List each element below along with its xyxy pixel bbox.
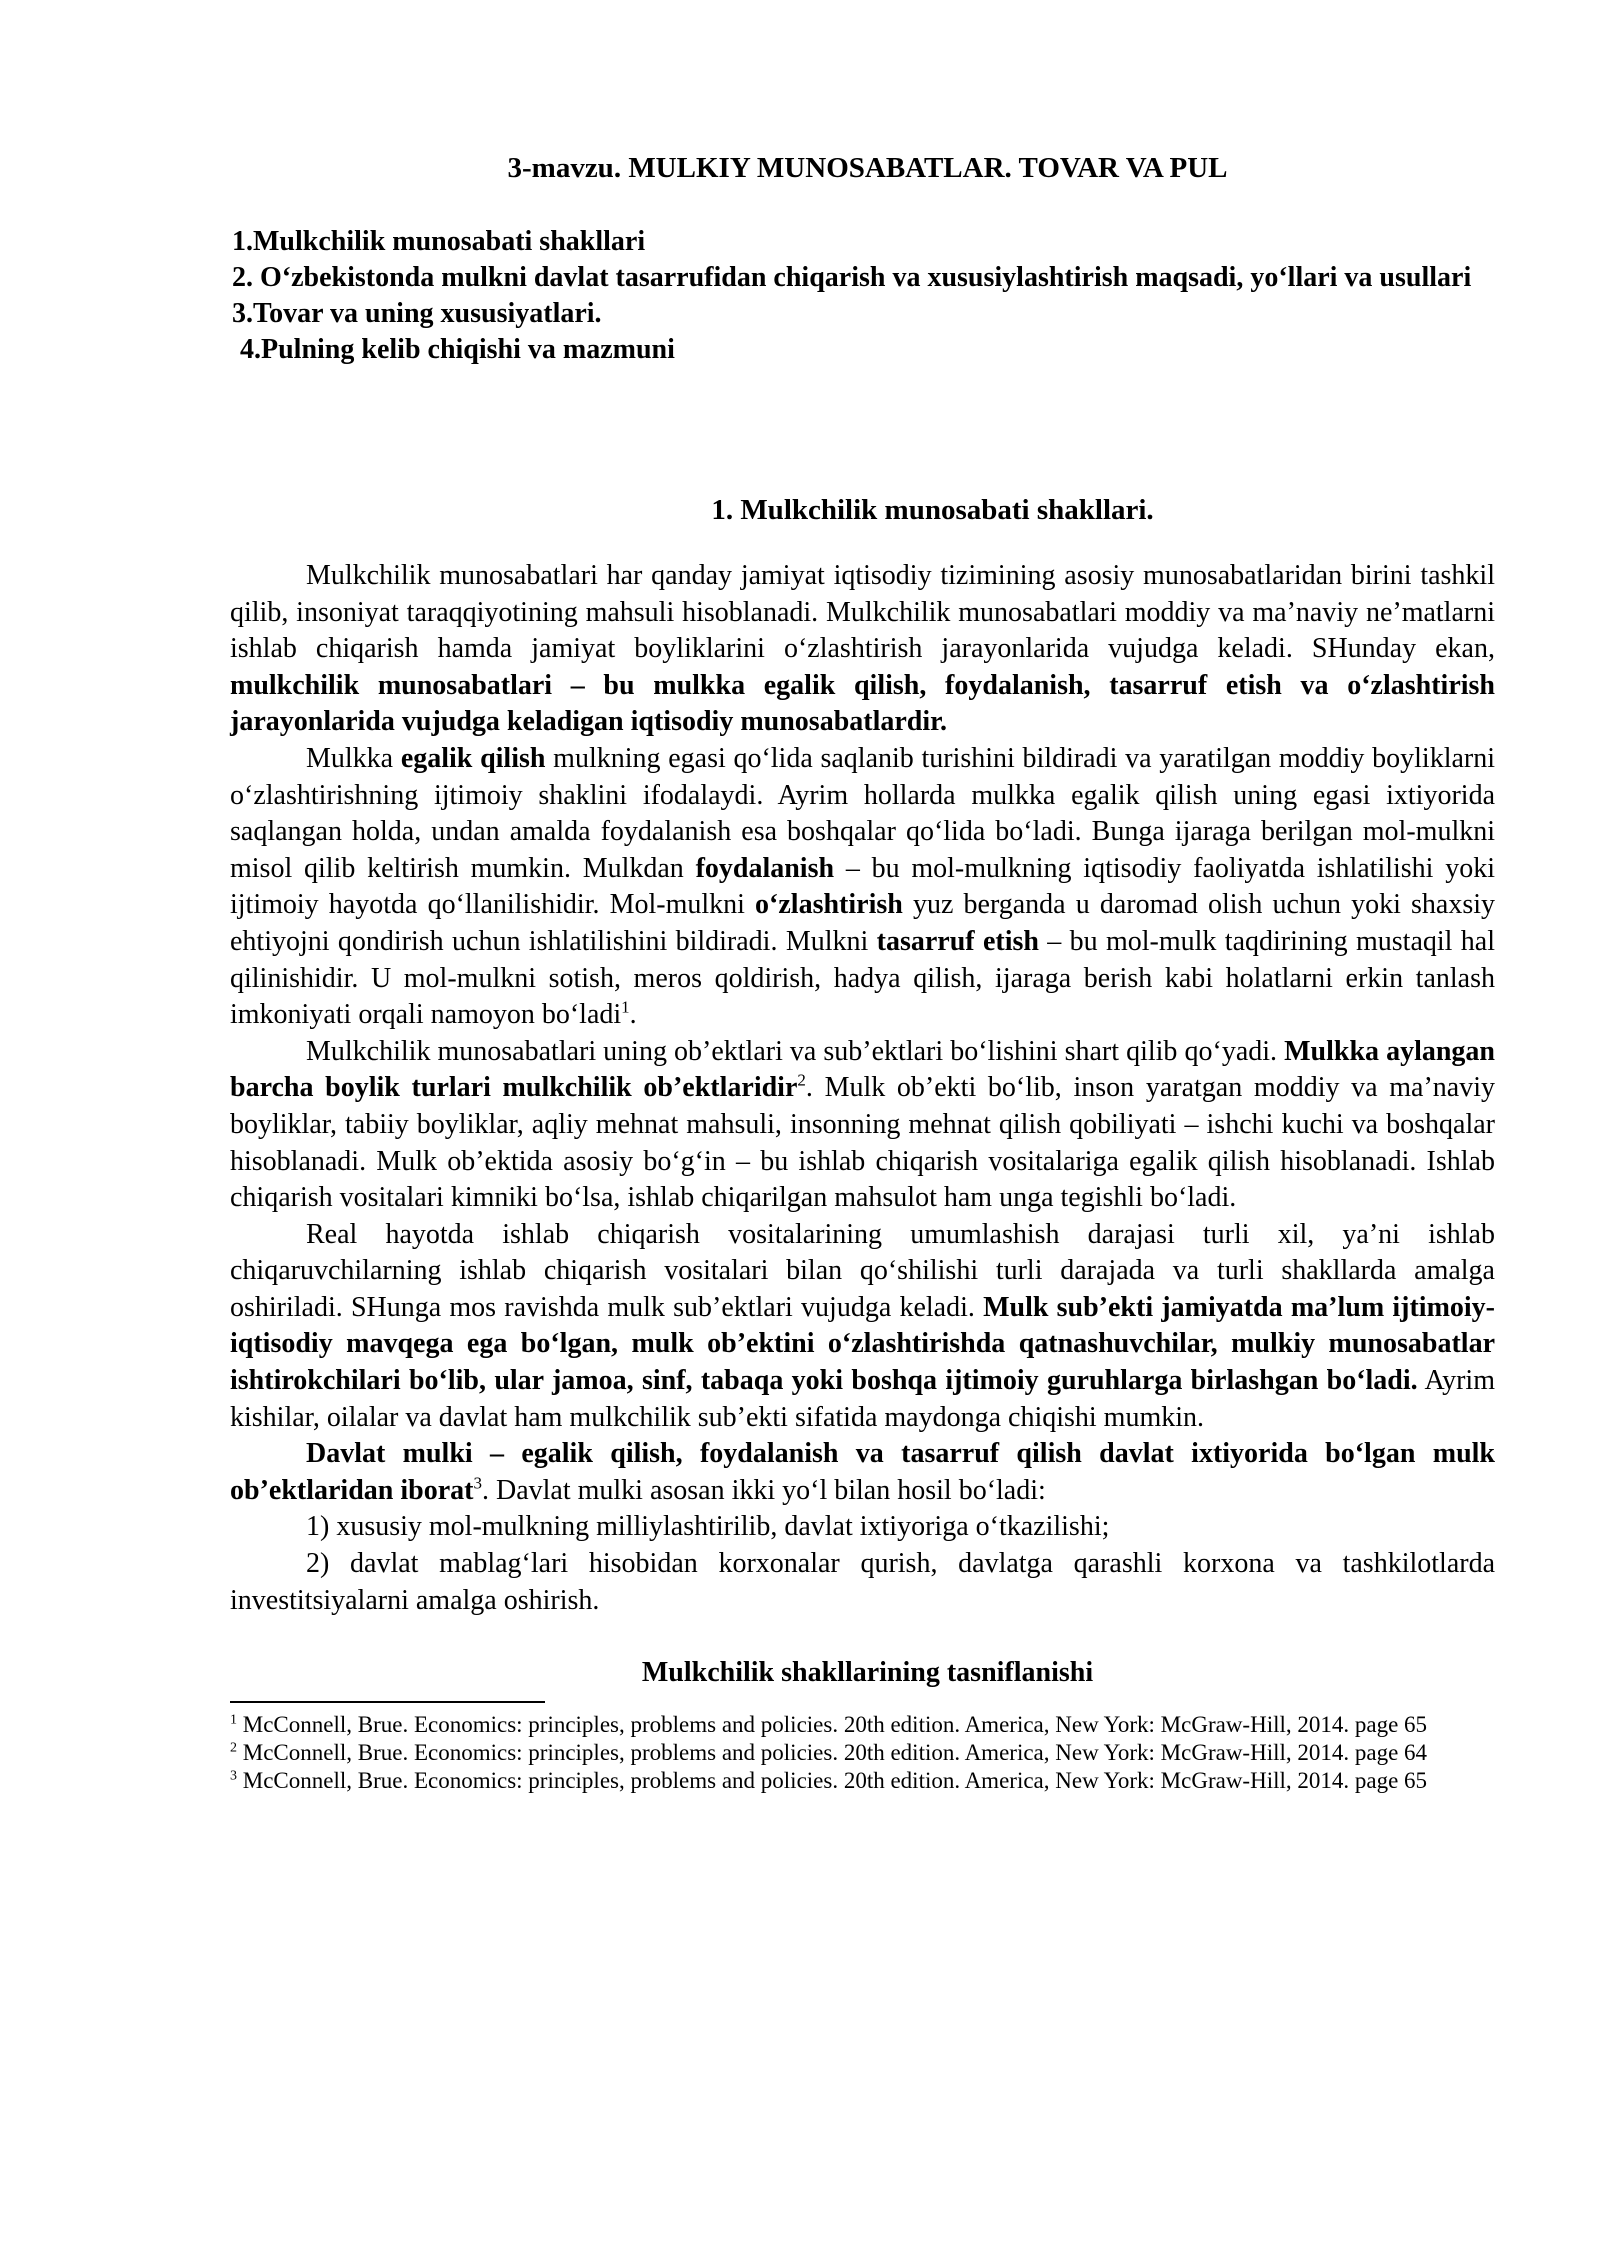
table-title: Mulkchilik shakllarining tasniflanishi (641, 1657, 1094, 1689)
text-run: – bu mol-mulk taqdirining mustaqil hal qilinishidir. U mol-mulkni sotish, meros qoldirish, hadya qilish, ijaraga berish kabi holatlarni erkin tanlash imkoniyati orqali namoyon bo‘ladi (230, 925, 1495, 1031)
footnote-ref[interactable]: 3 (473, 1473, 482, 1493)
footnote (230, 1739, 1495, 1767)
paragraph (230, 1217, 1495, 1437)
document-title: 3-mavzu. MULKIY MUNOSABATLAR. TOVAR VA PUL (507, 152, 1228, 184)
section-title: 1. Mulkchilik munosabati shakllari. (711, 494, 1154, 526)
paragraph: 1) xususiy mol-mulkning milliylashtirilib, davlat ixtiyoriga o‘tkazilishi; (306, 1511, 1110, 1543)
footnote-divider (230, 1701, 545, 1703)
text-run: . (629, 999, 637, 1031)
bold-definition: mulkchilik munosabatlari – bu mulkka egalik qilish, foydalanish, tasarruf etish va o‘zlashtirish jarayonlarida vujudga keladigan iqtisodiy munosabatlardir. (230, 669, 1495, 738)
bold-definition: Davlat mulki – egalik qilish, foydalanish va tasarruf qilish davlat ixtiyorida bo‘lgan mulk ob’ektlaridan iborat (230, 1438, 1495, 1506)
text-run: Mulkchilik munosabatlari har qanday jamiyat iqtisodiy tizimining asosiy munosabatlaridan birini tashkil qilib, insoniyat taraqqiyotining mahsuli hisoblanadi. Mulkchilik munosabatlari moddiy va ma’naviy ne’matlarni ishlab chiqarish hamda jamiyat boyliklarini o‘zlashtirish jarayonlarida vujudga keladi. SHunday ekan, (230, 560, 1495, 665)
footnote-text: McConnell, Brue. Economics: principles, problems and policies. 20th edition. America, New York: McGraw-Hill, 2014. page 65 (237, 1712, 1428, 1738)
text-run: Mulkchilik munosabatlari uning ob’ektlari va sub’ektlari bo‘lishini shart qilib qo‘yadi. (306, 1035, 1285, 1067)
text-run: Mulkka (306, 742, 401, 774)
footnote-ref[interactable]: 2 (797, 1070, 806, 1090)
paragraph (230, 741, 1495, 1034)
bold-term: egalik qilish (400, 742, 546, 774)
bold-definition: Mulkka aylangan barcha boylik turlari mulkchilik ob’ektlaridir (230, 1035, 1496, 1104)
footnotes (230, 1711, 1495, 1795)
footnote (230, 1767, 1495, 1795)
footnote-ref[interactable]: 1 (621, 997, 630, 1017)
document-page (230, 150, 1495, 1795)
bold-term: o‘zlashtirish (755, 889, 903, 921)
text-run: . Mulk ob’ekti bo‘lib, inson yaratgan moddiy va ma’naviy boyliklar, tabiiy boyliklar, aqliy mehnat mahsuli, insonning mehnat qilish qobiliyati – ishchi kuchi va boshqalar hisoblanadi. Mulk ob’ektida asosiy bo‘g‘in – bu ishlab chiqarish vositalariga egalik qilish hisoblanadi. Ishlab chiqarish vositalari kimniki bo‘lsa, ishlab chiqarilgan mahsulot ham unga tegishli bo‘ladi. (230, 1072, 1496, 1214)
paragraph (230, 558, 1495, 741)
paragraph (230, 1034, 1495, 1217)
text-run: yuz berganda u daromad olish uchun yoki shaxsiy ehtiyojni qondirish uchun ishlatilishini bildiradi. Mulkni (230, 889, 1495, 957)
footnote-text: McConnell, Brue. Economics: principles, problems and policies. 20th edition. America, New York: McGraw-Hill, 2014. page 65 (237, 1768, 1428, 1794)
bold-definition: Mulk sub’ekti jamiyatda ma’lum ijtimoiy-iqtisodiy mavqega ega bo‘lgan, mulk ob’ektini o‘zlashtirishda qatnashuvchilar, mulkiy munosabatlar ishtirokchilari bo‘lib, ular jamoa, sinf, tabaqa yoki boshqa ijtimoiy guruhlarga birlashgan bo‘ladi. (230, 1291, 1495, 1397)
paragraph (230, 1436, 1495, 1509)
topic-plan (230, 224, 1495, 368)
plan-item: 4.Pulning kelib chiqishi va mazmuni (240, 334, 675, 365)
text-run: mulkning egasi qo‘lida saqlanib turishini bildiradi va yaratilgan moddiy boyliklarni o‘zlashtirishning ijtimoiy shaklini ifodalaydi. Ayrim hollarda mulkka egalik qilish uning egasi ixtiyorida saqlangan holda, undan amalda foydalanish esa boshqalar qo‘lida bo‘ladi. Bunga ijaraga berilgan mol-mulkni misol qilib keltirish mumkin. Mulkdan (230, 742, 1496, 884)
text-run: . Davlat mulki asosan ikki yo‘l bilan hosil bo‘ladi: (481, 1474, 1046, 1506)
plan-item: 1.Mulkchilik munosabati shakllari (232, 226, 646, 257)
footnote-mark: 3 (230, 1768, 237, 1784)
plan-item: 3.Tovar va uning xususiyatlari. (232, 298, 602, 329)
bold-term: tasarruf etish (876, 925, 1039, 957)
bold-term: foydalanish (695, 852, 835, 884)
footnote (230, 1711, 1495, 1739)
plan-item: 2. O‘zbekistonda mulkni davlat tasarrufidan chiqarish va xususiylashtirish maqsadi, yo‘llari va usullari (232, 262, 1472, 293)
text-run: Real hayotda ishlab chiqarish vositalarining umumlashish darajasi turli xil, ya’ni ishlab chiqaruvchilarning ishlab chiqarish vositalari bilan qo‘shilishi turli darajada va turli shakllarda amalga oshiriladi. SHunga mos ravishda mulk sub’ektlari vujudga keladi. (230, 1218, 1495, 1323)
footnote-mark: 1 (230, 1712, 237, 1728)
text-run: Ayrim kishilar, oilalar va davlat ham mulkchilik sub’ekti sifatida maydonga chiqishi mumkin. (230, 1365, 1495, 1433)
text-run: – bu mol-mulkning iqtisodiy faoliyatda ishlatilishi yoki ijtimoiy hayotda qo‘llanilishidir. Mol-mulkni (230, 852, 1495, 921)
footnote-mark: 2 (230, 1740, 237, 1756)
footnote-text: McConnell, Brue. Economics: principles, problems and policies. 20th edition. America, New York: McGraw-Hill, 2014. page 64 (237, 1740, 1428, 1766)
paragraph: 2) davlat mablag‘lari hisobidan korxonalar qurish, davlatga qarashli korxona va tashkilotlarda investitsiyalarni amalga oshirish. (230, 1548, 1495, 1616)
body-text (230, 558, 1495, 1619)
